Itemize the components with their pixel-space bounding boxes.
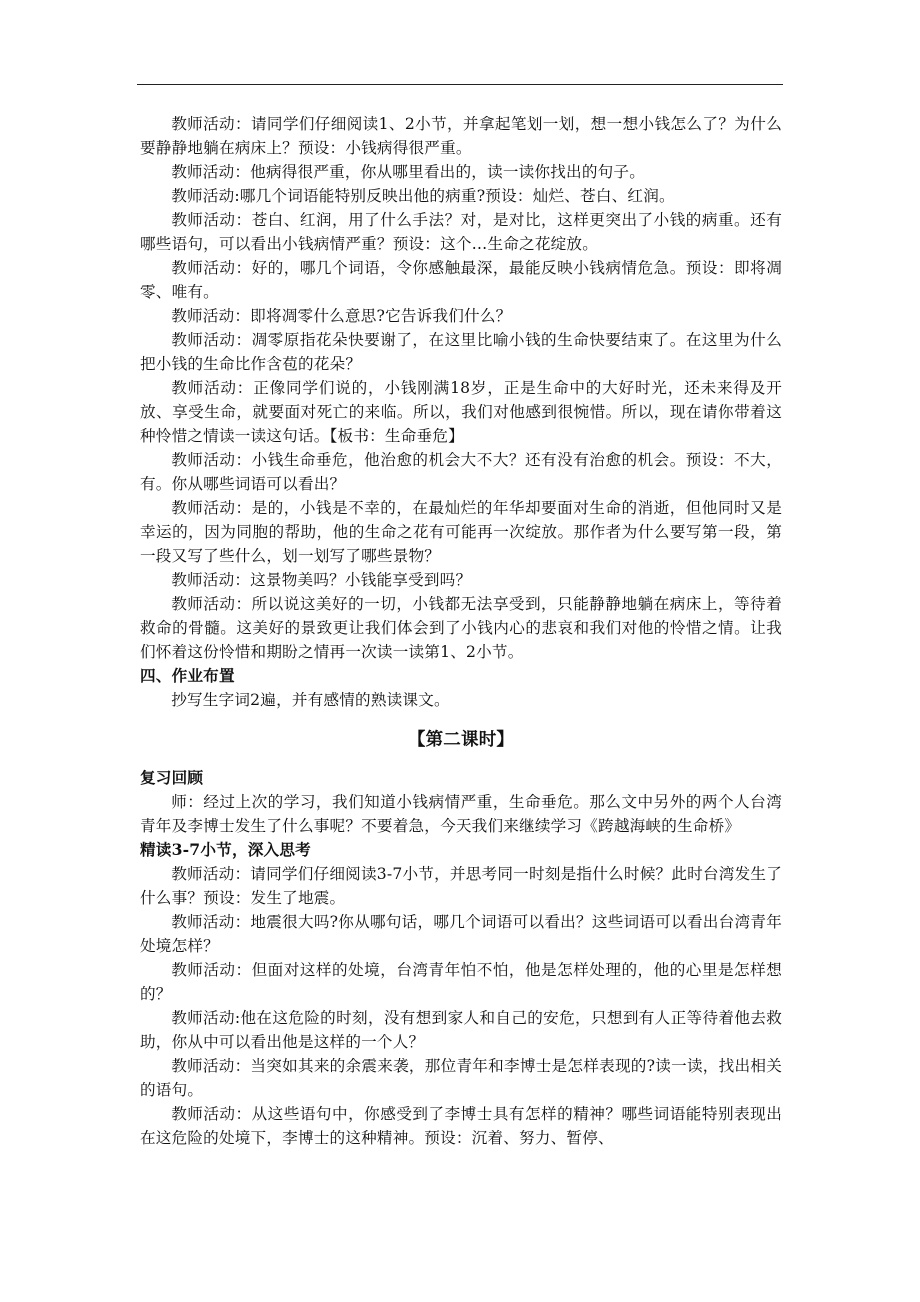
paragraph: 教师活动：是的，小钱是不幸的，在最灿烂的年华却要面对生命的消逝，但他同时又是幸运的，因为同胞的帮助，他的生命之花有可能再一次绽放。那作者为什么要写第一段，第一段又写了些什么，划一划写了哪些景物？	[140, 499, 782, 565]
paragraph: 教师活动：请同学们仔细阅读3-7小节，并思考同一时刻是指什么时候？此时台湾发生了什么事？预设：发生了地震。	[140, 865, 782, 907]
paragraph: 教师活动：凋零原指花朵快要谢了，在这里比喻小钱的生命快要结束了。在这里为什么把小钱的生命比作含苞的花朵？	[140, 331, 782, 373]
paragraph: 教师活动：但面对这样的处境，台湾青年怕不怕，他是怎样处理的，他的心里是怎样想的？	[140, 961, 782, 1003]
header-rule	[137, 84, 783, 85]
lesson-title: 【第二课时】	[407, 730, 515, 750]
homework-heading: 四、作业布置	[140, 666, 235, 685]
paragraph: 教师活动：当突如其来的余震来袭，那位青年和李博士是怎样表现的?读一读，找出相关的语句。	[140, 1057, 782, 1099]
paragraph: 教师活动：所以说这美好的一切，小钱都无法享受到，只能静静地躺在病床上，等待着救命的骨髓。这美好的景致更让我们体会到了小钱内心的悲哀和我们对他的怜惜之情。让我们怀着这份怜惜和期盼之情再一次读一读第1、2小节。	[140, 595, 782, 661]
paragraph: 教师活动：他病得很严重，你从哪里看出的，读一读你找出的句子。	[171, 163, 646, 181]
paragraph: 教师活动：请同学们仔细阅读1、2小节，并拿起笔划一划，想一想小钱怎么了？为什么要静静地躺在病床上？预设：小钱病得很严重。	[140, 115, 782, 157]
paragraph: 教师活动：这景物美吗？小钱能享受到吗？	[171, 571, 472, 589]
paragraph: 教师活动：正像同学们说的，小钱刚满18岁，正是生命中的大好时光，还未来得及开放、享受生命，就要面对死亡的来临。所以，我们对他感到很惋惜。所以，现在请你带着这种怜惜之情读一读这句话。【板书：生命垂危】	[140, 379, 782, 445]
review-heading: 复习回顾	[140, 768, 204, 787]
paragraph: 教师活动：地震很大吗?你从哪句话，哪几个词语可以看出？这些词语可以看出台湾青年处境怎样？	[140, 913, 782, 955]
section-heading: 精读3-7小节，深入思考	[140, 840, 311, 859]
paragraph: 教师活动：从这些语句中，你感受到了李博士具有怎样的精神？哪些词语能特别表现出在这危险的处境下，李博士的这种精神。预设：沉着、努力、暂停、	[140, 1105, 782, 1147]
paragraph: 教师活动：苍白、红润，用了什么手法？对，是对比，这样更突出了小钱的病重。还有哪些语句，可以看出小钱病情严重？预设：这个…生命之花绽放。	[140, 211, 782, 253]
document-body	[140, 112, 782, 1150]
paragraph: 教师活动:哪几个词语能特别反映出他的病重?预设：灿烂、苍白、红润。	[171, 187, 675, 205]
paragraph: 教师活动：小钱生命垂危，他治愈的机会大不大？还有没有治愈的机会。预设：不大，有。你从哪些词语可以看出？	[140, 451, 782, 493]
paragraph: 教师活动：好的，哪几个词语，令你感触最深，最能反映小钱病情危急。预设：即将凋零、唯有。	[140, 259, 782, 301]
review-text: 师：经过上次的学习，我们知道小钱病情严重，生命垂危。那么文中另外的两个人台湾青年及李博士发生了什么事呢？不要着急，今天我们来继续学习《跨越海峡的生命桥》	[140, 793, 782, 835]
paragraph: 教师活动：即将凋零什么意思?它告诉我们什么？	[171, 307, 512, 325]
paragraph: 教师活动:他在这危险的时刻，没有想到家人和自己的安危，只想到有人正等待着他去救助，你从中可以看出他是这样的一个人？	[140, 1009, 782, 1051]
homework-text: 抄写生字词2遍，并有感情的熟读课文。	[171, 691, 450, 709]
